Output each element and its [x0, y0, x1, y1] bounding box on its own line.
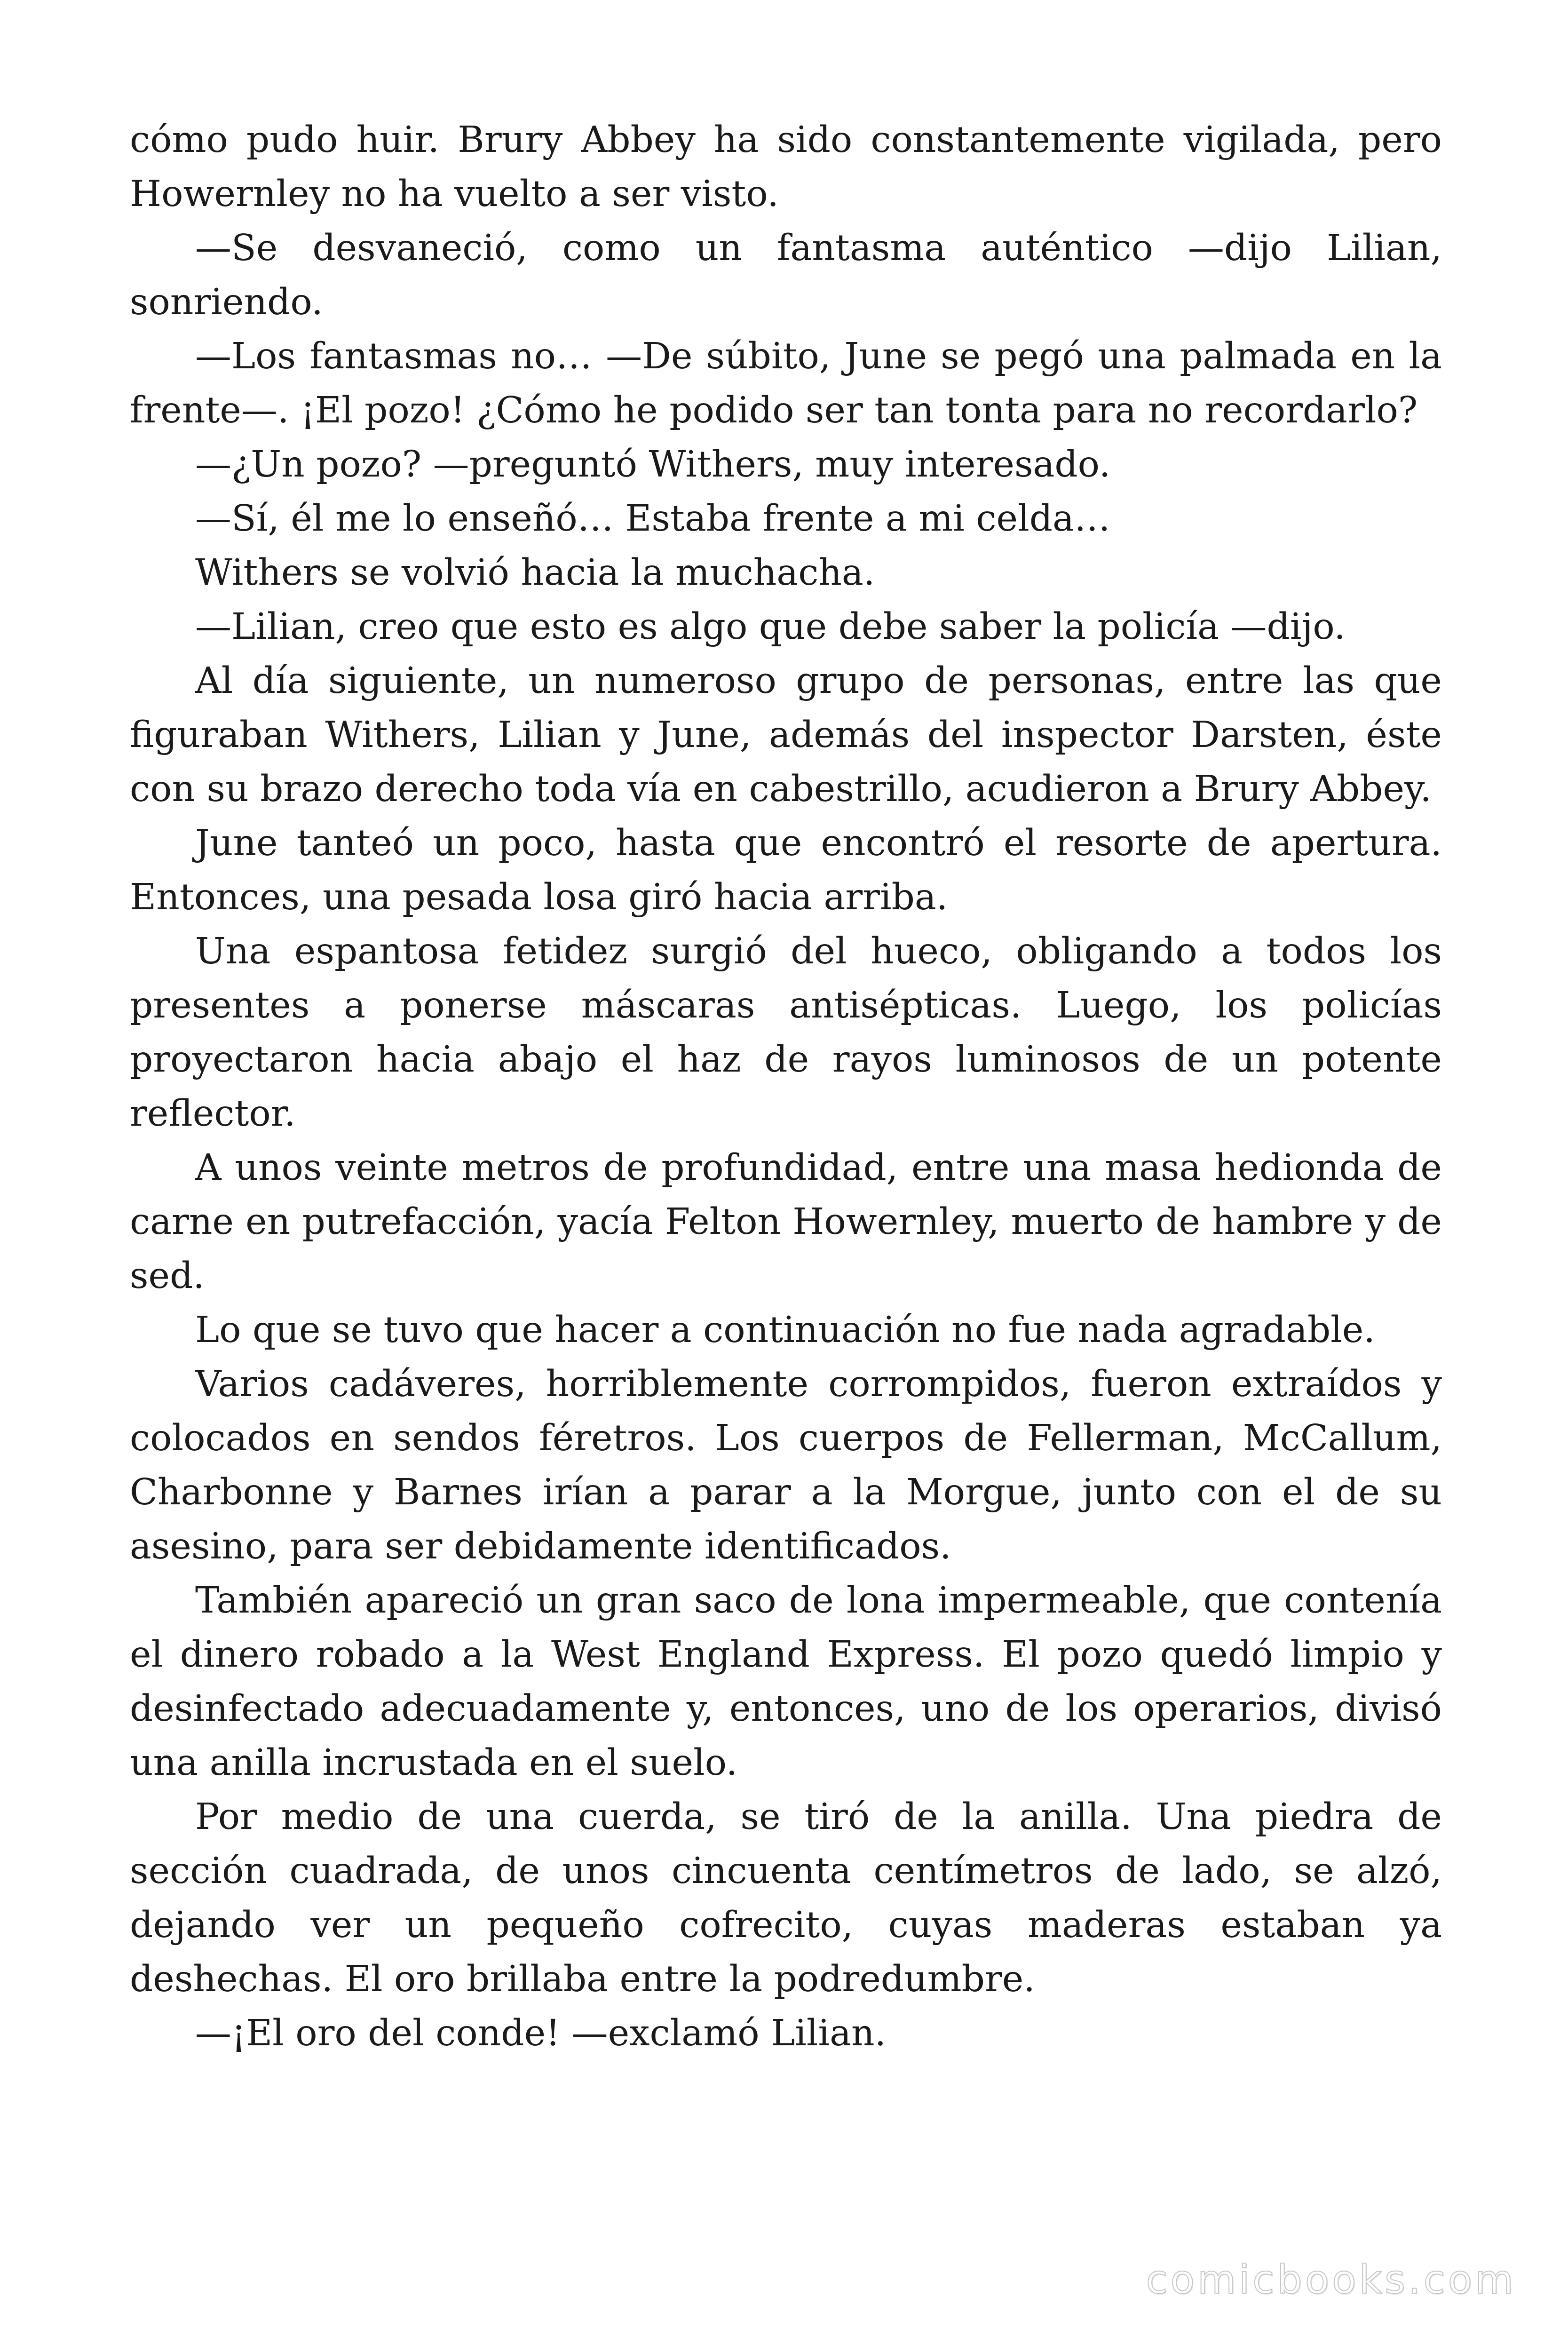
paragraph: Una espantosa fetidez surgió del hueco, obligando a todos los presentes a ponerse máscaras antisépticas. Luego, los policías proyectaron hacia abajo el haz de rayos luminosos de un potente reflector.	[130, 930, 1442, 1135]
paragraph: —Sí, él me lo enseñó… Estaba frente a mi celda…	[195, 498, 1110, 540]
paragraph: También apareció un gran saco de lona impermeable, que contenía el dinero robado a la West England Express. El pozo quedó limpio y desinfectado adecuadamente y, entonces, uno de los operarios, divisó una anilla incrustada en el suelo.	[130, 1580, 1442, 1784]
paragraph: June tanteó un poco, hasta que encontró el resorte de apertura. Entonces, una pesada losa giró hacia arriba.	[130, 822, 1442, 918]
paragraph: Al día siguiente, un numeroso grupo de personas, entre las que figuraban Withers, Lilian y June, además del inspector Darsten, éste con su brazo derecho toda vía en cabestrillo, acudieron a Brury Abbey.	[130, 660, 1442, 810]
paragraph: A unos veinte metros de profundidad, entre una masa hedionda de carne en putrefacción, yacía Felton Howernley, muerto de hambre y de sed.	[130, 1147, 1442, 1297]
paragraph: —¡El oro del conde! —exclamó Lilian.	[195, 2012, 887, 2054]
watermark: comicbooks.com	[1146, 2257, 1516, 2303]
paragraph-continuation: cómo pudo huir. Brury Abbey ha sido constantemente vigilada, pero Howernley no ha vuelto a ser visto.	[130, 119, 1442, 215]
paragraph: —¿Un pozo? —preguntó Withers, muy interesado.	[195, 444, 1111, 485]
paragraph: Por medio de una cuerda, se tiró de la anilla. Una piedra de sección cuadrada, de unos cincuenta centímetros de lado, se alzó, dejando ver un pequeño cofrecito, cuyas maderas estaban ya deshechas. El oro brillaba entre la podredumbre.	[130, 1796, 1442, 2000]
paragraph: —Los fantasmas no… —De súbito, June se pegó una palmada en la frente—. ¡El pozo! ¿Cómo he podido ser tan tonta para no recordarlo?	[130, 335, 1442, 431]
paragraph: —Lilian, creo que esto es algo que debe saber la policía —dijo.	[195, 606, 1346, 648]
book-page-text	[130, 113, 1442, 2060]
paragraph: Lo que se tuvo que hacer a continuación no fue nada agradable.	[195, 1309, 1375, 1351]
paragraph: Varios cadáveres, horriblemente corrompidos, fueron extraídos y colocados en sendos féretros. Los cuerpos de Fellerman, McCallum, Charbonne y Barnes irían a parar a la Morgue, junto con el de su asesino, para ser debidamente identificados.	[130, 1363, 1442, 1567]
paragraph: —Se desvaneció, como un fantasma auténtico —dijo Lilian, sonriendo.	[130, 227, 1442, 323]
paragraph: Withers se volvió hacia la muchacha.	[195, 552, 875, 594]
